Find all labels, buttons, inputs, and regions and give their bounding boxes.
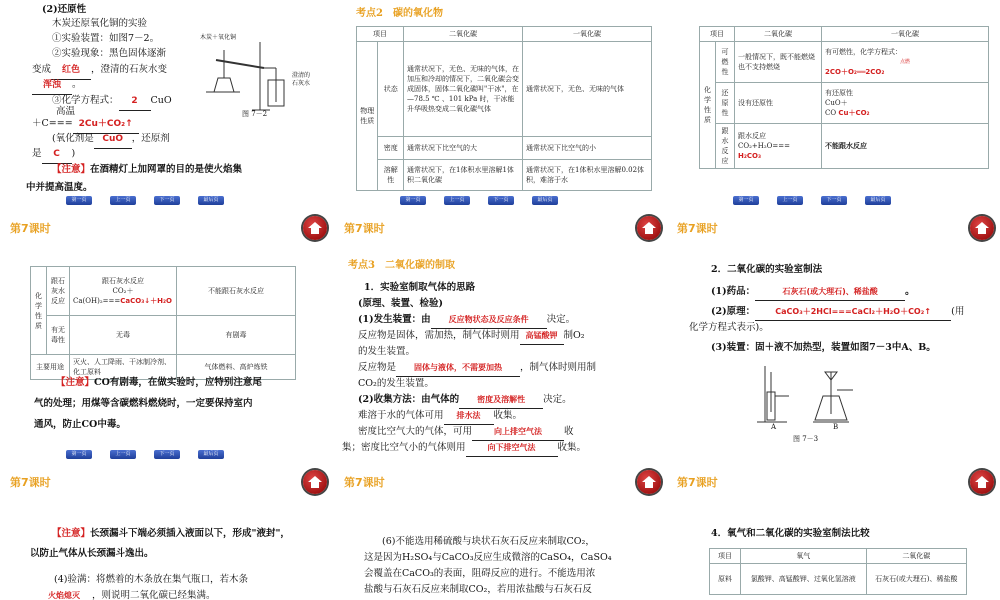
nav-first-button[interactable]: 第一页 (66, 450, 92, 459)
home-icon (974, 220, 990, 236)
table-cell: 不能跟水反应 (822, 124, 989, 169)
slide-5 (334, 214, 667, 466)
slide4-note-2: 气的处理；用煤等含碳燃料燃烧时，一定要保持室内 (34, 398, 253, 409)
slide5-line2: (原理、装置、检验) (358, 298, 443, 309)
nav-next-button[interactable]: 下一页 (154, 450, 180, 459)
table-cell: 通常状况下比空气的小 (523, 137, 652, 160)
slide-6 (667, 214, 1000, 466)
nav-bar (667, 194, 1000, 208)
lesson-title: 第7课时 (344, 222, 385, 235)
table-header: 二氧化碳 (735, 27, 822, 42)
slide6-line4: 化学方程式表示)。 (689, 322, 769, 333)
slide1-line10: 是 C ) (32, 146, 75, 164)
slide1-line8: ＋C=== 2Cu＋CO₂↑ (32, 116, 139, 134)
slide1-line6: ③化学方程式： 2 CuO (52, 93, 172, 111)
slide-header (0, 468, 333, 504)
nav-first-button[interactable]: 第一页 (400, 196, 426, 205)
row-label: 还原性 (716, 83, 735, 124)
slide7-line1: (4)验满：将燃着的木条放在集气瓶口，若木条 (54, 574, 248, 585)
slide2-heading: 考点2 碳的氧化物 (356, 8, 443, 19)
slide1-title: (2)还原性 (42, 4, 87, 15)
home-icon (307, 474, 323, 490)
table-cell: 气体燃料、高炉炼铁 (177, 355, 296, 380)
slide6-line3: (2)原理： CaCO₃＋2HCl===CaCl₂＋H₂O＋CO₂↑ (用 (711, 304, 964, 321)
nav-prev-button[interactable]: 上一页 (777, 196, 803, 205)
table-cell: 石灰石(或大理石)、稀盐酸 (866, 564, 966, 595)
nav-bar (0, 448, 333, 462)
fig-caption-7-3: 图 7－3 (793, 435, 819, 443)
slide4-note: 【注意】CO有剧毒，在做实验时，应特别注意尾 (56, 377, 262, 388)
slide7-line2: 火焰熄灭 ，则说明二氧化碳已经集满。 (36, 588, 216, 600)
table-header: 一氧化碳 (523, 27, 652, 42)
slide4-note-3: 通风，防止CO中毒。 (34, 419, 126, 430)
nav-prev-button[interactable]: 上一页 (444, 196, 470, 205)
home-button[interactable] (970, 470, 994, 494)
nav-prev-button[interactable]: 上一页 (110, 450, 136, 459)
nav-bar (334, 194, 667, 208)
table-header: 项目 (710, 549, 741, 564)
fig-label-a: A (771, 423, 777, 431)
slide-9 (667, 468, 1000, 600)
table-cell: 通常状况下比空气的大 (404, 137, 523, 160)
nav-first-button[interactable]: 第一页 (733, 196, 759, 205)
fig-label-limewater-2: 石灰水 (292, 80, 311, 87)
slide5-line9: 难溶于水的气体可用 排水法 收集。 (358, 408, 522, 425)
lesson-title: 第7课时 (10, 476, 51, 489)
slide8-line4: 盐酸与石灰石反应来制取CO₂，若用浓盐酸与石灰石反 (364, 584, 592, 595)
table-cell: 通常状况下，无色、无味的气体，在加压和冷却的情况下，二氧化碳会变成固体，固体二氧化碳叫"干冰"，在—78.5 ℃ 、101 kPa 时，干冰能升华吸热变成二氧化碳气体 (404, 42, 523, 137)
table-cell: 无毒 (70, 316, 177, 355)
fig-label-limewater-1: 澄清的 (292, 72, 311, 79)
slide5-line11: 集；密度比空气小的气体则用 向下排空气法 收集。 (342, 440, 586, 457)
nav-last-button[interactable]: 最后页 (198, 196, 224, 205)
slide5-line10: 密度比空气大的气体，可用 向上排空气法 收 (358, 424, 574, 441)
home-button[interactable] (303, 470, 327, 494)
table-cell: 没有还原性 (735, 83, 822, 124)
row-label: 密度 (378, 137, 404, 160)
slide1-note-cont: 中并提高温度。 (26, 182, 93, 193)
home-icon (641, 220, 657, 236)
fig-label-reactants: 木炭＋氧化铜 (200, 34, 237, 41)
fig-caption-7-2: 图 7－2 (242, 110, 268, 118)
slide-header (334, 214, 667, 250)
table-cell: 不能跟石灰水反应 (177, 267, 296, 316)
slide-header (334, 468, 667, 504)
table-cell: 有还原性 CuO＋ CO Cu＋CO₂ (822, 83, 989, 124)
slide-2 (334, 0, 667, 212)
home-button[interactable] (303, 216, 327, 240)
nav-last-button[interactable]: 最后页 (198, 450, 224, 459)
slide-7 (0, 468, 333, 600)
slide-4 (0, 214, 333, 466)
row-label: 可燃性 (716, 42, 735, 83)
co2-co-property-table (30, 266, 296, 380)
nav-last-button[interactable]: 最后页 (532, 196, 558, 205)
nav-prev-button[interactable]: 上一页 (110, 196, 136, 205)
slide7-note-2: 以防止气体从长颈漏斗逸出。 (30, 548, 154, 559)
slide1-line1: 木炭还原氧化铜的实验 (52, 18, 148, 29)
home-icon (641, 474, 657, 490)
nav-bar (0, 194, 333, 208)
slide9-line1: 4．氧气和二氧化碳的实验室制法比较 (711, 528, 870, 539)
slide5-line7: CO₂的发生装置。 (358, 378, 434, 389)
slide1-line2: ①实验装置：如图7－2。 (52, 33, 160, 44)
home-icon (974, 474, 990, 490)
slide6-line1: 2．二氧化碳的实验室制法 (711, 264, 823, 275)
table-header: 二氧化碳 (866, 549, 966, 564)
home-icon (307, 220, 323, 236)
row-group-label: 物理性质 (357, 42, 378, 191)
table-cell: 通常状况下，无色、无味的气体 (523, 42, 652, 137)
table-cell: 跟石灰水反应 CO₂＋ Ca(OH)₂===CaCO₃↓＋H₂O (70, 267, 177, 316)
home-button[interactable] (970, 216, 994, 240)
row-label: 跟石灰水反应 (47, 267, 70, 316)
row-label: 跟水反应 (716, 124, 735, 169)
slide8-line3: 会覆盖在CaCO₃的表面，阻碍反应的进行。不能选用浓 (364, 568, 596, 579)
slide5-line1: 1．实验室制取气体的思路 (364, 282, 476, 293)
slide1-line4: 变成 红色 ，澄清的石灰水变 (32, 62, 167, 80)
slide1-line7: 高温 (56, 106, 76, 117)
table-header: 一氧化碳 (822, 27, 989, 42)
row-label: 状态 (378, 42, 404, 137)
row-label: 主要用途 (31, 355, 70, 380)
nav-next-button[interactable]: 下一页 (821, 196, 847, 205)
table-header: 二氧化碳 (404, 27, 523, 42)
nav-last-button[interactable]: 最后页 (865, 196, 891, 205)
table-cell: 氯酸钾、高锰酸钾、过氧化氢溶液 (741, 564, 867, 595)
table-cell: 通常状况下，在1体积水里溶解0.02体积，难溶于水 (523, 160, 652, 191)
nav-next-button[interactable]: 下一页 (488, 196, 514, 205)
lesson-title: 第7课时 (677, 222, 718, 235)
slide8-line2: 这是因为H₂SO₄与CaCO₃反应生成微溶的CaSO₄，CaSO₄ (364, 552, 612, 563)
row-label: 有无毒性 (47, 316, 70, 355)
row-group-label: 化学性质 (31, 267, 47, 355)
table-header: 项目 (357, 27, 404, 42)
fig-label-b: B (833, 423, 839, 431)
slide5-line3: (1)发生装置：由 反应物状态及反应条件 决定。 (358, 312, 575, 329)
slide5-heading: 考点3 二氧化碳的制取 (348, 260, 455, 271)
co2-co-chemical-table (699, 26, 989, 169)
slide-header (667, 468, 1000, 504)
slide-header (0, 214, 333, 250)
home-button[interactable] (637, 216, 661, 240)
nav-next-button[interactable]: 下一页 (154, 196, 180, 205)
slide-3 (667, 0, 1000, 212)
row-label: 原料 (710, 564, 741, 595)
nav-first-button[interactable]: 第一页 (66, 196, 92, 205)
slide5-line6: 反应物是 固体与液体，不需要加热 ，制气体时则用制 (358, 360, 596, 377)
slide1-line5: 浑浊 。 (32, 77, 82, 95)
co2-co-physical-table (356, 26, 652, 191)
table-cell: 有可燃性，化学方程式： 点燃 2CO＋O₂══2CO₂ (822, 42, 989, 83)
home-button[interactable] (637, 470, 661, 494)
slide-8 (334, 468, 667, 600)
table-cell: 跟水反应 CO₂+H₂O=== H₂CO₃ (735, 124, 822, 169)
table-cell: 有剧毒 (177, 316, 296, 355)
table-header: 项目 (700, 27, 735, 42)
slide1-line3: ②实验现象：黑色固体逐渐 (52, 48, 167, 59)
o2-co2-comparison-table (709, 548, 967, 595)
slide5-line8: (2)收集方法：由气体的 密度及溶解性 决定。 (358, 392, 572, 409)
slide1-line9: (氧化剂是 CuO ，还原剂 (52, 131, 170, 149)
table-cell: 一般情况下，既不能燃烧也不支持燃烧 (735, 42, 822, 83)
table-cell: 通常状况下，在1体积水里溶解1体积二氧化碳 (404, 160, 523, 191)
slide6-line5: (3)装置：固＋液不加热型，装置如图7－3中A、B。 (711, 342, 936, 353)
table-cell: 灭火、人工降雨、干冰制冷剂、化工原料 (70, 355, 177, 380)
slide7-note: 【注意】长颈漏斗下端必须插入液面以下，形成"液封"， (52, 528, 290, 539)
lesson-title: 第7课时 (677, 476, 718, 489)
slide6-line2: (1)药品： 石灰石(或大理石)、稀盐酸 。 (711, 284, 915, 301)
row-label: 溶解性 (378, 160, 404, 191)
slide-1 (0, 0, 333, 212)
slide1-note: 【注意】在酒精灯上加网罩的目的是使火焰集 (52, 164, 243, 175)
table-header: 氧气 (741, 549, 867, 564)
lesson-title: 第7课时 (344, 476, 385, 489)
slide5-line5: 的发生装置。 (358, 346, 416, 357)
slide8-line1: (6)不能选用稀硫酸与块状石灰石反应来制取CO₂， (382, 536, 595, 547)
lesson-title: 第7课时 (10, 222, 51, 235)
slide5-line4: 反应物是固体，需加热，制气体时则用 高锰酸钾 制O₂ (358, 328, 585, 345)
row-group-label: 化学性质 (700, 42, 716, 169)
slide-header (667, 214, 1000, 250)
